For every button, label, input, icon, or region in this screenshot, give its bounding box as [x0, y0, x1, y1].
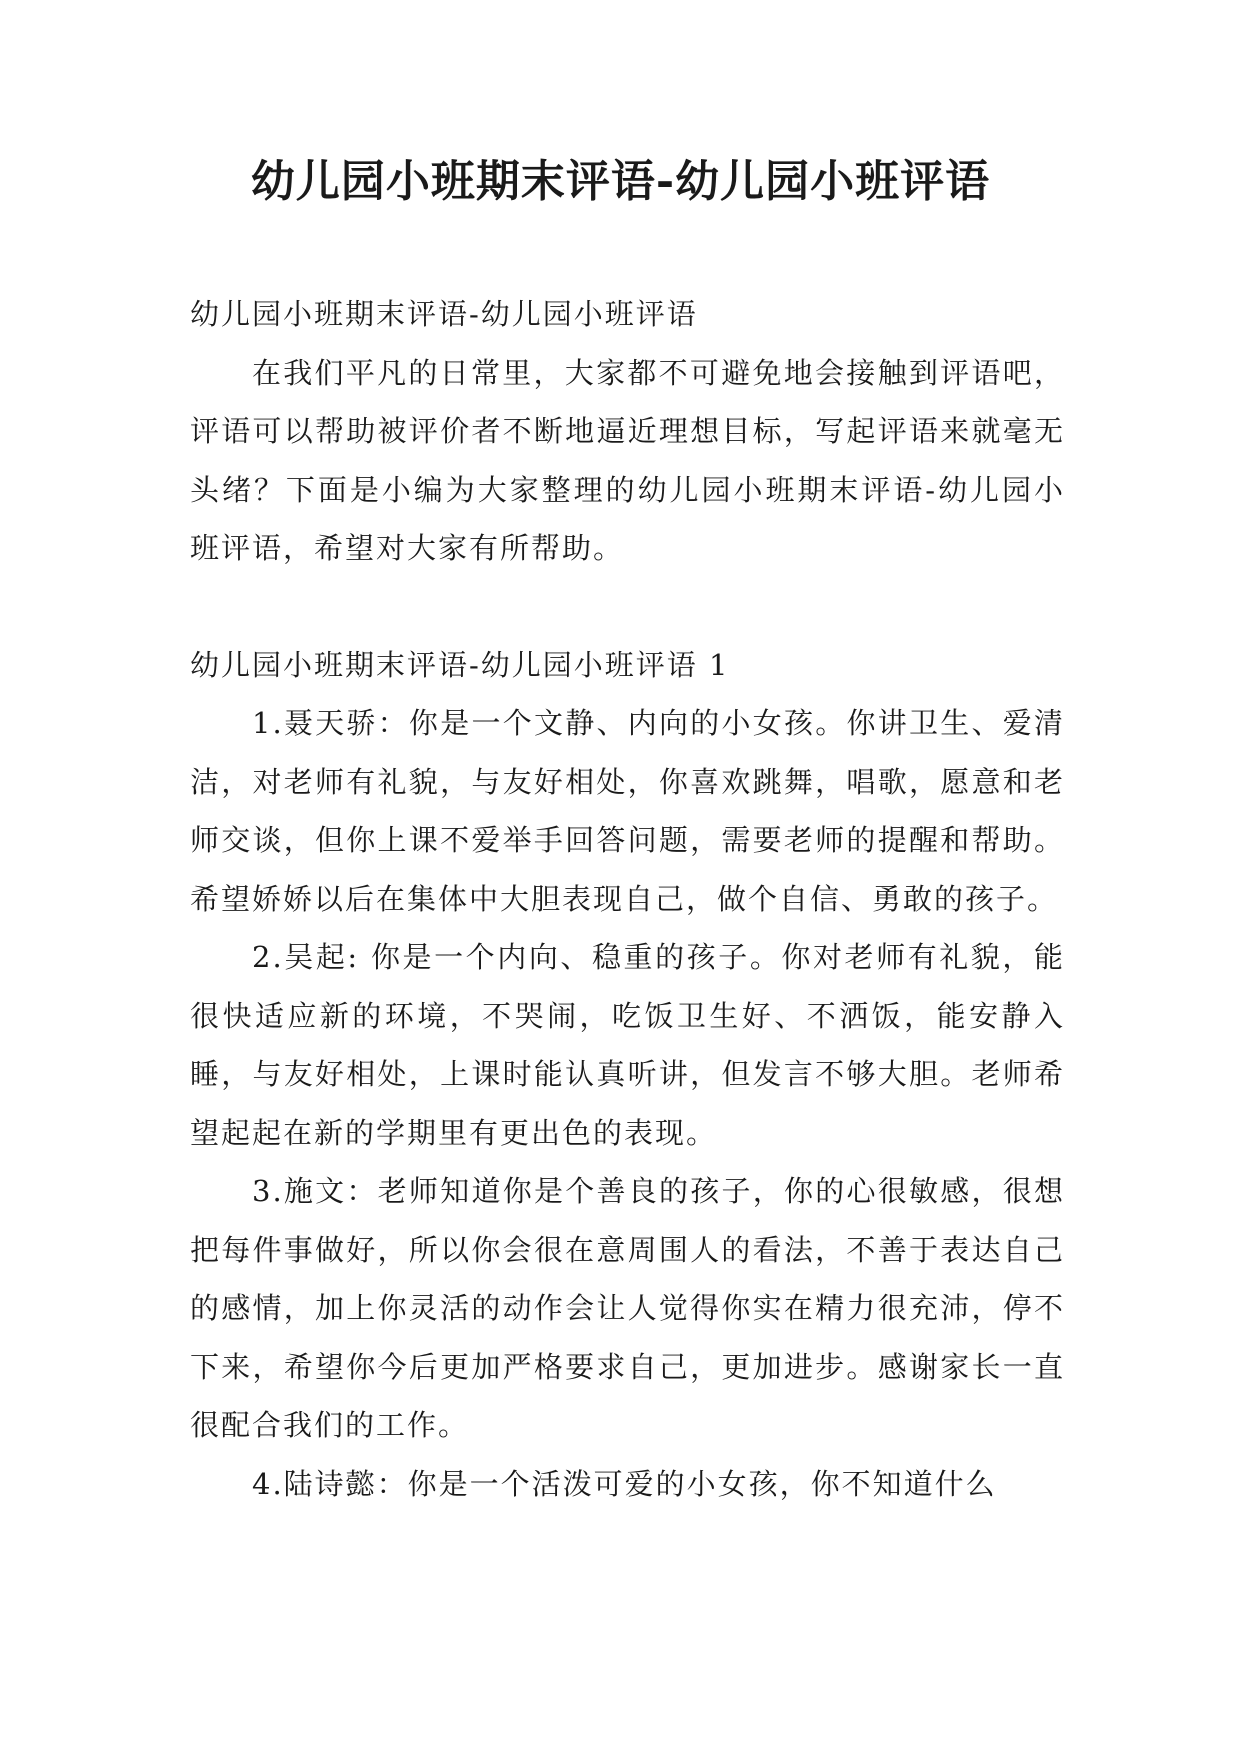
entry-paragraph: 4.陆诗懿：你是一个活泼可爱的小女孩，你不知道什么	[252, 1466, 997, 1501]
entry-paragraph: 1.聂天骄：你是一个文静、内向的小女孩。你讲卫生、爱清洁，对老师有礼貌，与友好相处，你喜欢跳舞，唱歌，愿意和老师交谈，但你上课不爱举手回答问题，需要老师的提醒和帮助。希望娇娇以后在集体中大胆表现自己，做个自信、勇敢的孩子。	[190, 706, 1065, 916]
document-body	[190, 285, 1065, 1513]
entry-paragraph: 3.施文：老师知道你是个善良的孩子，你的心很敏感，很想把每件事做好，所以你会很在意周围人的看法，不善于表达自己的感情，加上你灵活的动作会让人觉得你实在精力很充沛，停不下来，希望你今后更加严格要求自己，更加进步。感谢家长一直很配合我们的工作。	[190, 1174, 1065, 1442]
document-subtitle: 幼儿园小班期末评语-幼儿园小班评语	[190, 297, 698, 331]
intro-paragraph: 在我们平凡的日常里，大家都不可避免地会接触到评语吧，评语可以帮助被评价者不断地逼近理想目标，写起评语来就毫无头绪？下面是小编为大家整理的幼儿园小班期末评语-幼儿园小班评语，希望对大家有所帮助。	[190, 355, 1065, 565]
entry-paragraph: 2.吴起: 你是一个内向、稳重的孩子。你对老师有礼貌，能很快适应新的环境，不哭闹，吃饭卫生好、不洒饭，能安静入睡，与友好相处，上课时能认真听讲，但发言不够大胆。老师希望起起在新的学期里有更出色的表现。	[190, 940, 1065, 1150]
document-title: 幼儿园小班期末评语-幼儿园小班评语	[250, 156, 991, 207]
section-heading: 幼儿园小班期末评语-幼儿园小班评语 1	[190, 647, 730, 682]
